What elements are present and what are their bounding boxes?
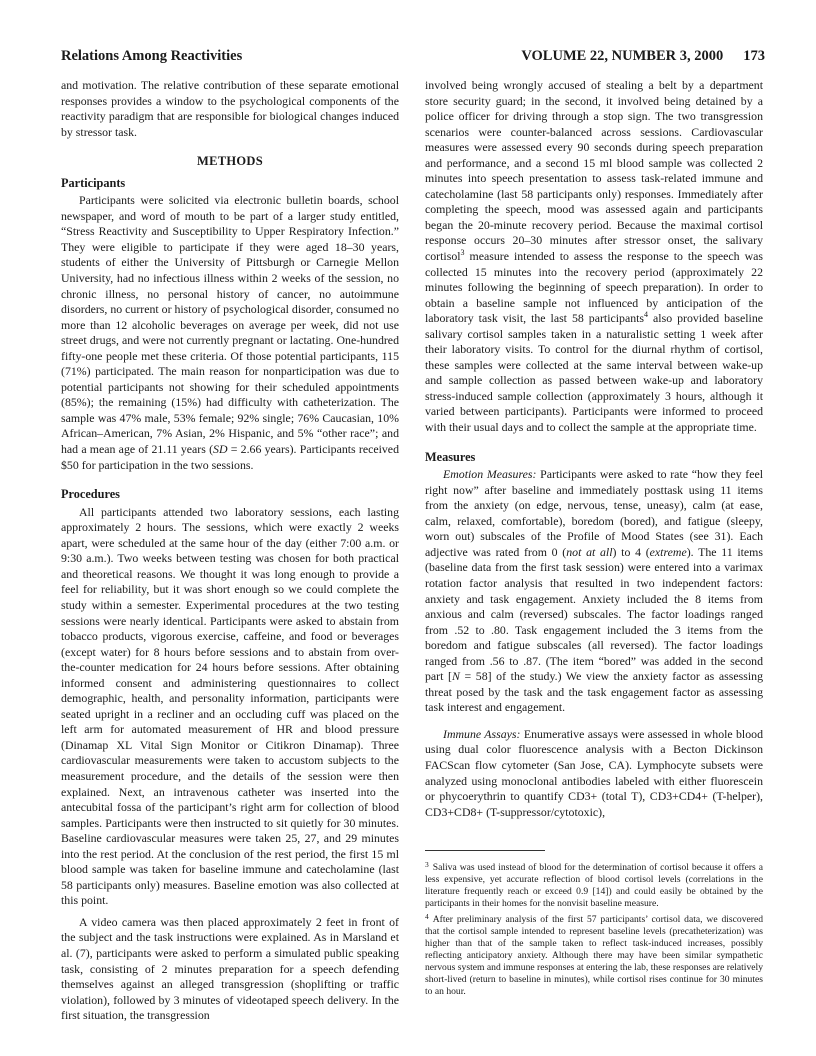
journal-issue (521, 48, 765, 65)
sd-label: SD (213, 442, 228, 457)
emotion-measures-paragraph (425, 467, 763, 716)
running-title: Relations Among Reactivities (61, 48, 243, 64)
footnote-divider (425, 850, 545, 851)
immune-assays-paragraph (425, 727, 763, 820)
procedures-paragraph-1: All participants attended two laboratory sessions, each lasting approximately 2 hours. The sessions, which were exactly 2 weeks apart, were scheduled at the same hour of the day (either 7:00 a.m. or 9:30 a.m.). Two weeks between testing was chosen for both practical and theoretical reasons. We thought it was long enough to provide a feel for reliability, but it was short enough so we could complete the study within a semester. Experimental procedures at the two testing sessions were nearly identical. Participants were asked to abstain from tobacco products, vigorous exercise, caffeine, and food or beverages (except water) for 8 hours before sessions and to abstain from over-the-counter medication for 24 hours before sessions. After obtaining informed consent and administering questionnaires to collect demographic, health, and personality information, participants were seated upright in a recliner and an occluding cuff was placed on the left arm for automated measurement of HR and blood pressure (Dinamap XL Vital Sign Monitor or Citikron Dinamap). Three cardiovascular measurements were taken to accustom subjects to the measurement procedure, and the details of the session were then explained. Next, an intravenous catheter was inserted into the antecubital fossa of the participant’s right arm for collection of blood samples. Participants were then instructed to sit quietly for 30 minutes. Baseline cardiovascular measures were taken 25, 27, and 29 minutes into the rest period. At the conclusion of the rest period, the first 15 ml blood sample was taken for baseline immune and catecholamine (last 58 participants only) measures. Baseline emotion was also collected at this point. (61, 504, 399, 908)
right-column (425, 78, 763, 999)
participants-text-b: = 2.66 years). Participants received $50 for participation in the two sessions. (61, 442, 399, 472)
left-column (61, 78, 399, 1024)
n-label: N (451, 669, 460, 684)
footnote-3 (425, 859, 763, 910)
footnote-3-mark: 3 (425, 860, 429, 870)
emotion-text-a: Participants were asked to rate “how they feel right now” after baseline and immediately posttask using 11 items from the anxiety (on edge, nervous, tense, uneasy), calm (at ease, calm, relaxed, comfortable), boredom (bored), and fatigue (sleepy, worn out) subscales of the Profile of Mood States (see 31). Each adjective was rated from 0 ( (425, 467, 763, 559)
measures-heading: Measures (425, 449, 476, 464)
procedures-cont-b: measure intended to assess the response to the speech was collected 15 minutes into the recovery period (approximately 22 minutes following the beginning of speech preparation). In order to obtain a baseline sample not influenced by anticipation of the laboratory task visit, the last 58 participants (425, 249, 763, 326)
volume-label: VOLUME 22, NUMBER 3, 2000 (521, 48, 724, 64)
running-header (61, 48, 765, 68)
procedures-paragraph-2: A video camera was then placed approximately 2 feet in front of the subject and the task instructions were explained. As in Marsland et al. (7), participants were asked to perform a simulated public speaking task, consisting of 2 minutes preparation for a speech defending themselves against an alleged transgression (shoplifting or traffic violation), followed by 3 minutes of videotaped speech delivery. In the first situation, the transgression (61, 914, 399, 1023)
emotion-text-d: = 58] of the study.) We view the anxiety factor as assessing threat posed by the task and the task engagement factor as assessing task interest and engagement. (425, 669, 763, 715)
emotion-text-c: ). The 11 items (baseline data from the first task session) were entered into a varimax rotation factor analysis that resulted in two independent factors: anxiety and task engagement. Anxiety included the 8 items from anxious and calm (reversed) subscales. The factor loadings ranged from .52 to .80. Task engagement included the 3 items from the boredom and fatigue subscales (all reversed). The factor loadings ranged from .56 to .87. (The item “bored” was added in the second part [ (425, 544, 763, 684)
page-number: 173 (743, 48, 765, 64)
emotion-text-b: ) to 4 ( (612, 544, 650, 559)
methods-heading: METHODS (197, 154, 263, 169)
anchor-not-at-all: not at all (566, 544, 613, 559)
procedures-continued (425, 78, 763, 436)
participants-paragraph (61, 193, 399, 473)
participants-heading: Participants (61, 175, 126, 190)
procedures-cont-c: also provided baseline salivary cortisol samples taken in a naturalistic setting 1 week after their laboratory visits. To control for the diurnal rhythm of cortisol, these samples were collected at the same interval between wake-up and sample collection as passed between wake-up and laboratory stress-induced sample collection (approximately 3 hours, although it varied between participants). Participants were informed to proceed with their usual days and to collect the sample at the appropriate time. (425, 311, 763, 435)
footnote-3-text: Saliva was used instead of blood for the determination of cortisol because it offers a less expensive, yet accurate reflection of blood cortisol levels (correlations in the literature frequently reach or exceed 0.9 [14]) and could easily be obtained by the participants in their homes for the nonvisit baseline measure. (425, 862, 763, 910)
footnote-ref-4: 4 (644, 310, 649, 320)
procedures-heading: Procedures (61, 487, 120, 502)
anchor-extreme: extreme (649, 544, 687, 559)
immune-assays-text: Enumerative assays were assessed in whole blood using dual color fluorescence analysis with a Becton Dickinson FACScan flow cytometer (San Jose, CA). Lymphocyte subsets were analyzed using monoclonal antibodies labeled with either fluorescein or phycoerythrin to quantify CD3+ (total T), CD3+CD4+ (T-helper), CD3+CD8+ (T-suppressor/cytotoxic), (425, 726, 763, 819)
immune-assays-label: Immune Assays: (443, 726, 521, 741)
emotion-measures-label: Emotion Measures: (443, 467, 537, 482)
footnote-ref-3: 3 (460, 248, 465, 258)
footnote-4 (425, 911, 763, 998)
intro-paragraph: and motivation. The relative contribution of these separate emotional responses provides a window to the psychological components of the reactivity paradigm that are responsible for biological changes induced by stressor task. (61, 78, 399, 139)
footnote-4-text: After preliminary analysis of the first 57 participants’ cortisol data, we discovered that the cortisol sample intended to represent baseline levels (precatheterization) was higher than that of the sample taken to reflect task-induced increases, possibly reflecting anticipatory anxiety. Although there may have been similar sympathetic nervous system and immune responses at entering the lab, these responses are relatively short-lived (return to baseline in minutes), while cortisol rises continue for 30 minutes to an hour. (425, 914, 763, 998)
procedures-cont-a: involved being wrongly accused of stealing a belt by a department store security guard; in the second, it involved being detained by a police officer for driving through a stop sign. The two transgression scenarios were counter-balanced across sessions. Cardiovascular measures were assessed every 90 seconds during speech preparation and performance, and a second 15 ml blood sample was collected 2 minutes into speech presentation to assess task-related immune and catecholamine (last 58 participants only) responses. Immediately after completing the speech, mood was assessed again and participants began the 20-minute recovery period. Because the maximal cortisol response occurs 20–30 minutes after stressor onset, the salivary cortisol (425, 78, 763, 264)
participants-text-a: Participants were solicited via electronic bulletin boards, school newspaper, and word of mouth to be part of a larger study entitled, “Stress Reactivity and Susceptibility to Upper Respiratory Infection.” They were eligible to participate if they were aged 18–30 years, students of either the University of Pittsburgh or Carnegie Mellon University, had no infectious illness within 2 weeks of the session, no chronic illness, no personal history of cancer, no autoimmune disorders, no current or history of psychological disorder, consumed no more than 12 alcoholic beverages on average per week, did not use street drugs, and were not currently pregnant or lactating. One-hundred fifty-one people met these criteria. Of those potential participants, 115 (71%) participated. The main reason for nonparticipation was due to potential participants not showing for their scheduled appointments (85%); the remaining (15%) had difficulty with catheterization. The sample was 47% male, 53% female; 92% single; 76% Caucasian, 10% African–American, 7% Asian, 2% Hispanic, and 5% “other race”; and had a mean age of 21.11 years ( (61, 193, 399, 457)
footnote-4-mark: 4 (425, 912, 429, 922)
